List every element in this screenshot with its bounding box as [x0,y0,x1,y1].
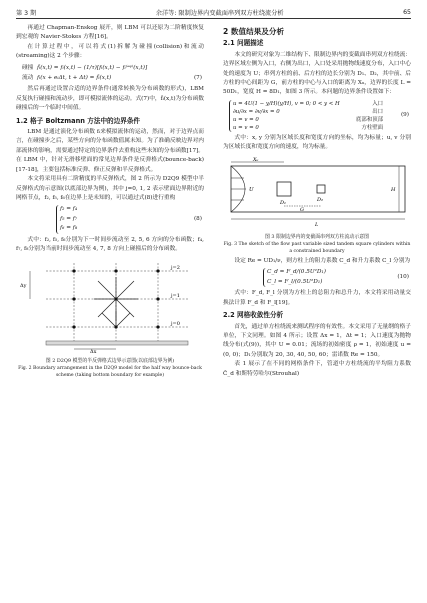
page-number: 65 [403,8,411,16]
label-d2: D₂ [317,196,324,203]
left-column [16,24,204,381]
eq-line: f₂ = f₄ [60,206,78,213]
label-j2: j=2 [171,265,180,272]
section-heading: 1.2 格子 Boltzmann 方法中的边界条件 [16,116,141,125]
eq-line: C_l = F_l/(0.5U²D₁) [267,278,323,285]
figure-caption-en: Fig. 2 Boundary arrangement in the D2Q9 model for the half way bounce-back scheme (taking bottom boundary for example) [18,365,202,378]
paragraph: 式中：f₂, f₅, f₆分别为下一时间步流动至 2, 5, 6 方向的分布函数；f₄, f₇, f₈分别为当前时间步流动至 4, 7, 8 方向上碰撞后的分布函数。 [16,236,204,252]
paragraph: 本文的研究对象为二维结构下、限制边界内的变截面串列双方柱绕流：边界区域左侧为入口，右侧为出口，入口处采用抛物线速度分布，入口中心处的速度为 U；串列方柱的前、后方柱的边长分别为 D₁、D₂，其中前、后方柱的中心间距为 G，前方柱的中心与入口的距离为 Xᵤ，边界的长度 L = 50D₁，宽度 H = 8D₁，如图 3 所示。本问题的边界条件设置如下： [223,51,411,96]
equation-7 [16,64,204,84]
eq-case-label: 方柱壁面 [361,124,383,131]
paragraph: 然后再通过设置合适的边界条件(通常转换为分布函数的形式)，LBM 反复执行碰撞和流动步，即可模拟流体的运动。式(7)中，f̃ᵢ(x,t)为分布函数碰撞后的一个临时中间值。 [16,86,204,112]
eq-case: u = 4U(1 − y/H)(y/H), v = 0; 0 < y < H [233,100,340,107]
figure-caption-en: Fig. 3 The sketch of the flow past variable sized tandem square cylinders within a constrained boundary [223,242,411,255]
figure-3 [223,156,411,255]
eq-line: f₆ = f₈ [60,225,78,232]
label-d1: D₁ [280,199,287,206]
equation-10 [223,268,411,287]
running-title: 余洋等: 限制边界内变截面串列双方柱绕流分析 [155,9,284,17]
eq-body: fᵢ(x + eᵢΔt, t + Δt) = f̃ᵢ(x,t) [37,75,112,82]
label-xu: Xᵤ [253,156,259,163]
equation-8 [16,205,204,233]
equation-number: (7) [193,75,202,82]
figure-2 [16,257,204,378]
paragraph: 首先，通过单方柱绕流来测试程序的有效性。本文采用了无量纲的格子单位，下文同理。如图 4 所示；设置 Δx = 1，Δt = 1；入口速度为抛物线分布(式(9))，其中 U = 0.01；流场的初始密度 ρ = 1，初始速度 u = (0, 0)；D₁分别取为 20, 30, 40, 50, 60；雷诺数 Re = 150。 [223,323,411,358]
equation-number: (10) [397,274,409,281]
eq-case: u = v = 0 [233,124,259,131]
eq-case-label: 底部和顶部 [356,116,383,123]
label-j1: j=1 [171,293,180,300]
label-h: H [391,186,396,193]
figure-caption-cn: 图 3 限制边界内的变截面串列双方柱流动示意图 [264,234,370,241]
right-column [223,24,411,379]
eq-body: f̃ᵢ(x,t) = fᵢ(x,t) − (1/τ)[fᵢ(x,t) − fᵢ⁽ᵉᵠ⁾(x,t)] [37,64,148,71]
paragraph: 设定 Re = UD₁/ν，则方柱上的阻力系数 C_d 和升力系数 C_l 分别为 [234,258,411,265]
label-u: U [249,186,254,193]
issue-number: 第 3 期 [16,9,37,17]
equation-number: (8) [193,215,202,222]
eq-case: u = v = 0 [233,116,259,123]
eq-case: ∂u/∂x = ∂v/∂x = 0 [233,108,280,115]
equation-9 [223,100,411,132]
eq-line: C_d = F_d/(0.5U²D₁) [267,269,326,276]
running-header [16,6,411,19]
label-g: G [300,206,304,213]
eq-label: 流动 [22,75,34,82]
section-heading: 2 数值结果及分析 [223,27,285,36]
paragraph: LBM 是通过演化分布函数 fᵢ来模拟流体的运动，然而，对于边界点而言，在碰撞步之后，某些方向的分布函数值属未知。为了准确反映边界对内部流体的影响，需要通过特定的边界条件去重构这些未知的分布函数[17]。在 LBM 中，针对无滑移壁面的常见边界条件是反弹格式(bounce-back)[17-18]，主要包括标准反弹、修正反弹和半反弹格式。 [16,129,204,173]
channel-flow-diagram [223,156,411,230]
eq-case-label: 出口 [372,108,383,115]
eq-case-label: 入口 [372,100,383,107]
paragraph: 本文将采用具有二阶精度的半反弹格式，图 2 所示为 D2Q9 模型中半反弹格式的示意图(以底部边界为例)，其中 j=0, 1, 2 表示壁面边界附近的网格节点，f₂, f₅, f₆在边界上是未知的，可以通过式(8)进行重构 [16,176,204,201]
eq-label: 碰撞 [22,64,34,71]
paragraph: 表 1 展示了在不同的网格条件下，管道中方柱绕流的平均阻力系数 C̄_d 和斯特劳哈尔(Strouhal) [223,361,411,377]
label-j0: j=0 [171,321,180,328]
subsection-heading: 2.2 网格收敛性分析 [223,311,284,320]
figure-caption-cn: 图 2 D2Q9 模型的半反弹格式边界示意图(以底部边界为例) [45,357,175,364]
paragraph: 式中：F_d, F_l 分别为方柱上的总阻力和总升力，本文将采用动量交换法计算 F_d 和 F_l[19]。 [223,290,411,306]
equation-number: (9) [400,112,409,119]
label-dx: Δx [90,349,97,354]
subsection-heading: 2.1 问题描述 [223,39,264,48]
paragraph: 在计算过程中，可以将式(1)拆解为碰撞(collision)和流动(streaming)这 2 个步骤： [16,43,204,60]
eq-line: f₅ = f₇ [60,215,78,222]
label-dy: Δy [20,283,27,290]
paragraph: 再通过 Chapman-Enskog 展开，则 LBM 可以还原为二阶精度恢复到宏观的 Navier-Stokes 方程[16]。 [16,25,204,41]
paragraph: 式中：x, y 分别为区域长度和宽度方向的坐标，均为标量；u, v 分别为区域长度和宽度方向的速度，均为标量。 [223,134,411,151]
label-l: L [315,221,319,228]
lattice-diagram [16,257,204,353]
